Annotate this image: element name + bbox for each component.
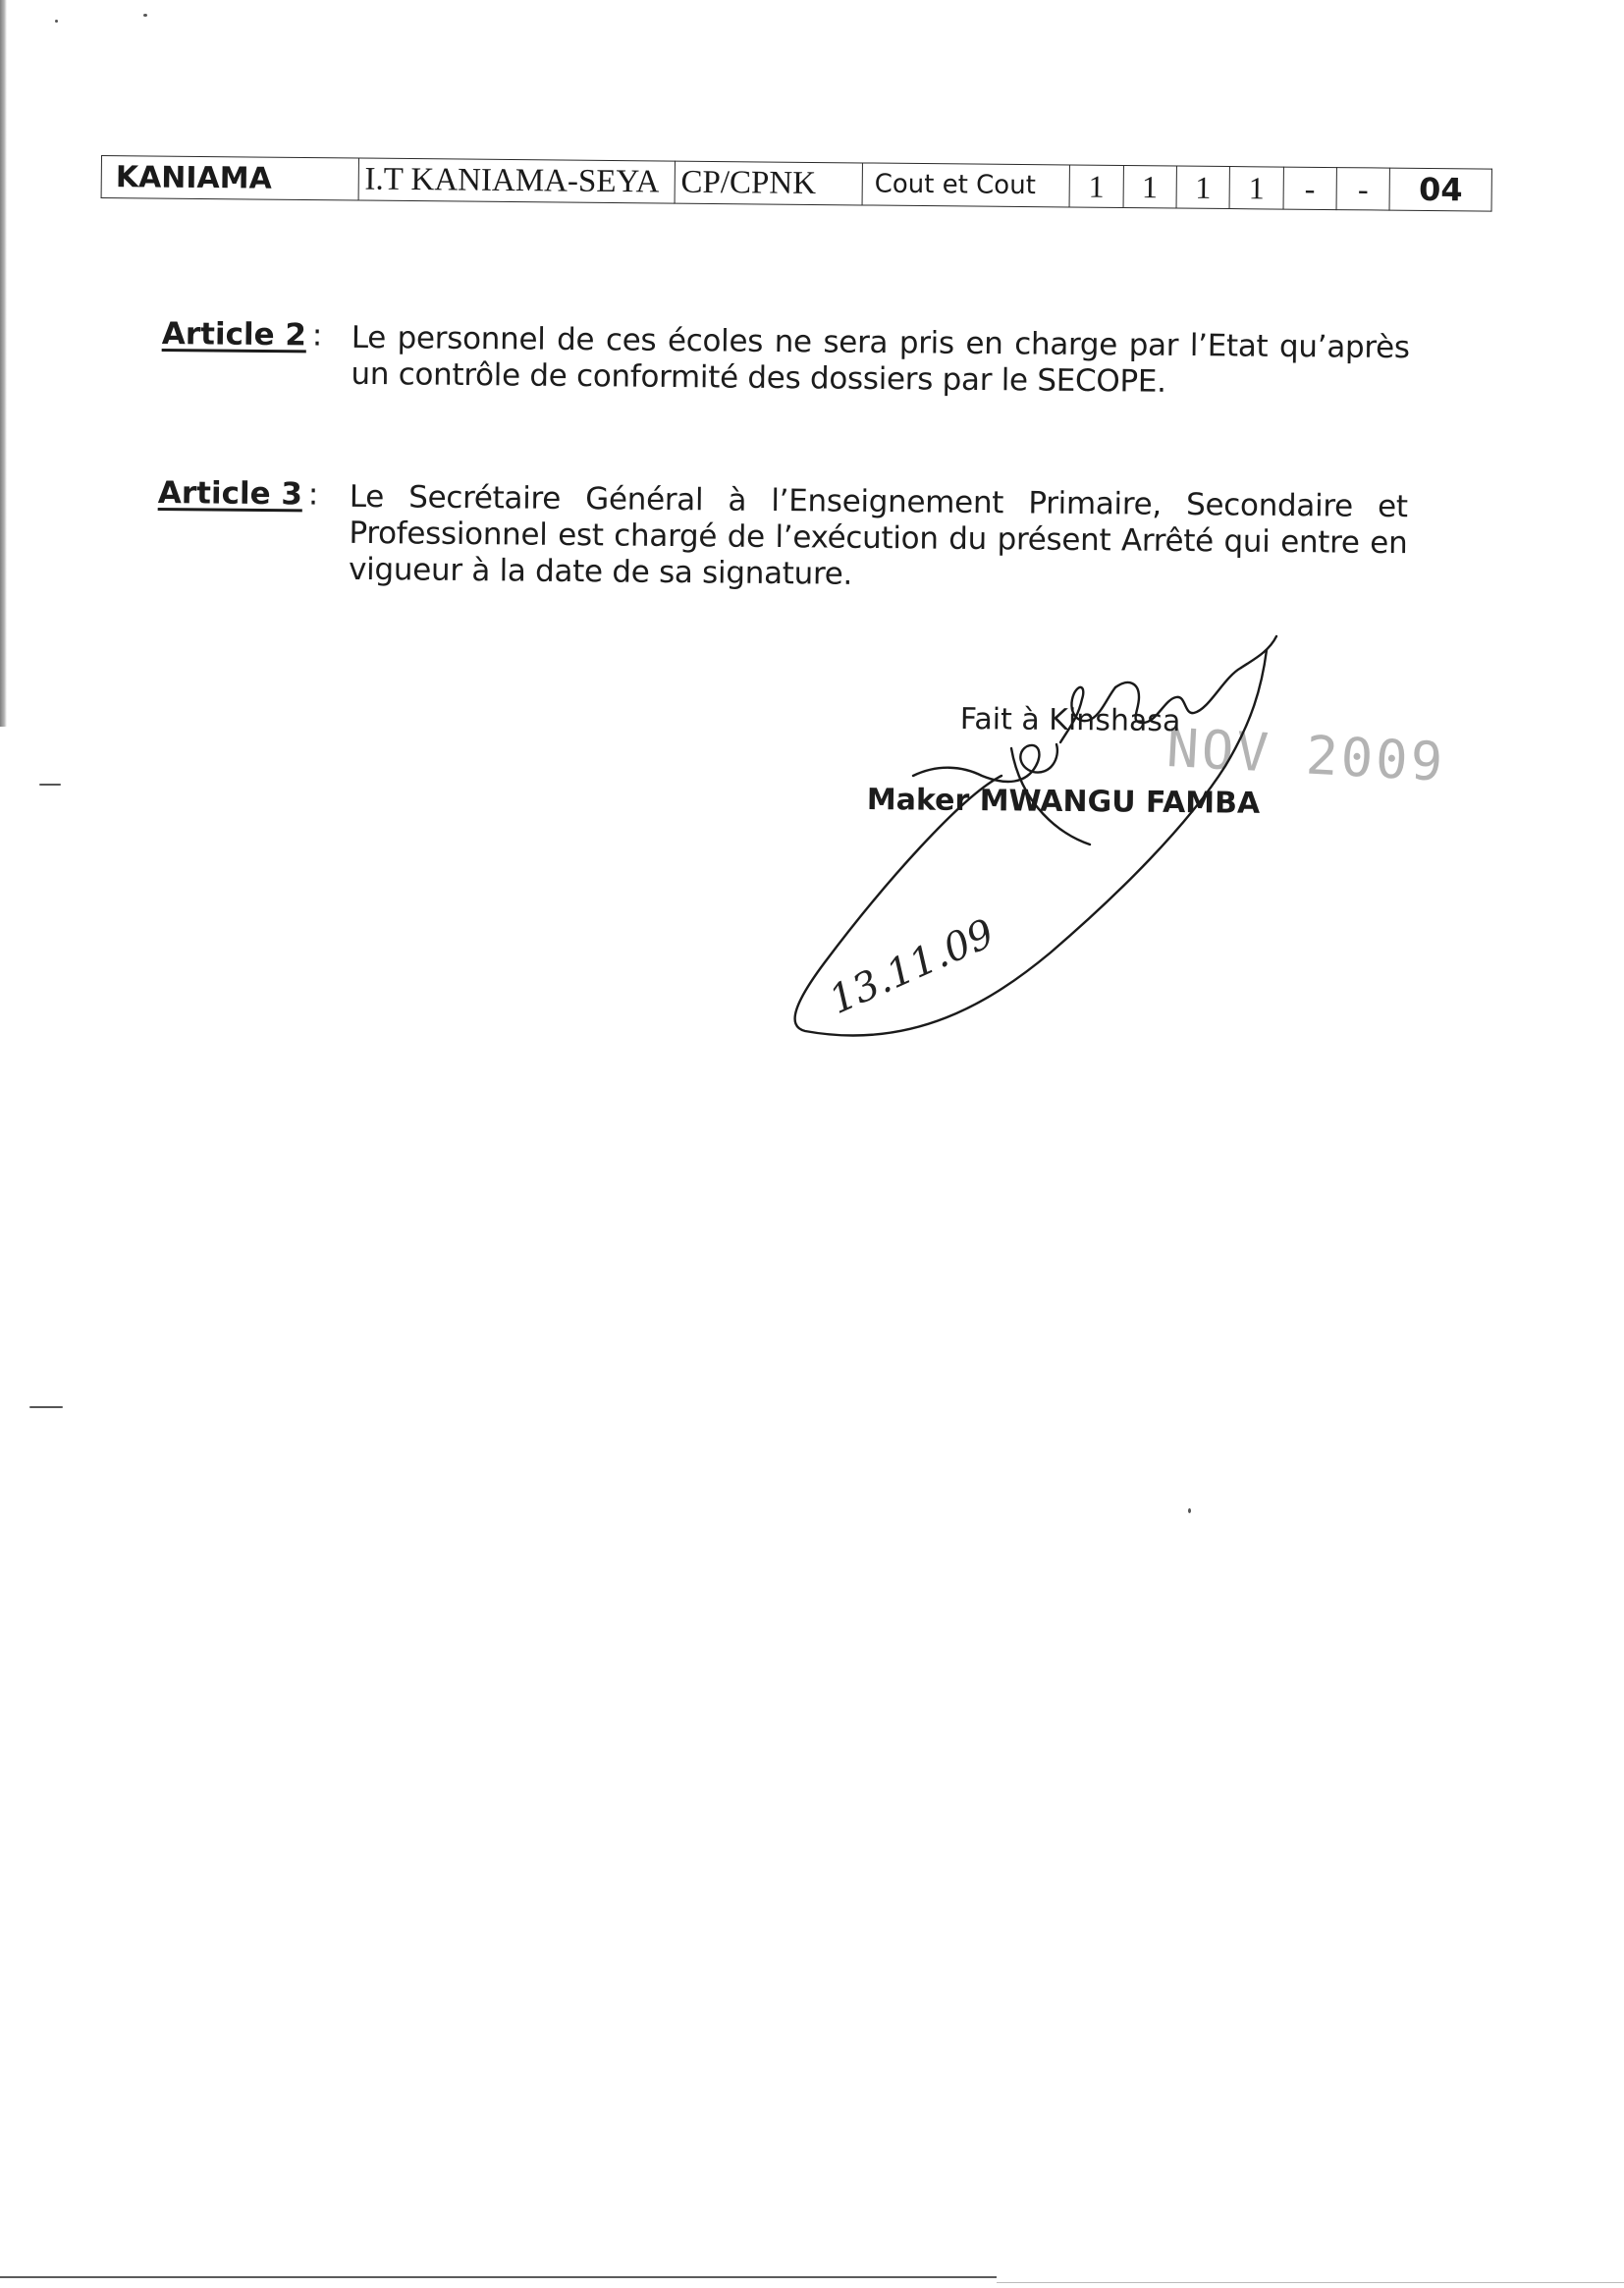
school-name-cell: I.T KANIAMA-SEYA [358,158,675,203]
article-colon: : [307,476,319,513]
table-row [101,156,1491,212]
date-stamp: NOV 2009 [1164,717,1447,793]
article-label: Article 3 [157,475,303,513]
scan-speck [39,784,61,786]
page-bottom-edge [997,2282,1624,2283]
code-cell: - [1283,167,1337,210]
article-colon: : [311,317,323,354]
scan-binding-edge [0,0,7,727]
place-line: Fait à Kinshasa [959,702,1181,739]
page-bottom-rule [0,2276,997,2278]
scan-speck [1188,1508,1191,1513]
scan-speck [55,20,58,23]
handwritten-date: 13.11.09 [823,910,1001,1024]
article-text: Le Secrétaire Général à l’Enseignement Primaire, Secondaire et Professionnel est chargé de l’exécution du présent Arrêté qui entre en vigueur à la date de sa signature. [348,478,1408,592]
code-cell: 1 [1229,167,1283,210]
article-2 [161,316,1429,400]
code-cell: 1 [1069,165,1123,208]
article-label: Article 2 [161,316,307,354]
signer-name: Maker MWANGU FAMBA [866,783,1261,821]
school-type-cell: Cout et Cout [862,163,1070,207]
code-cell: 1 [1176,166,1230,209]
article-text: Le personnel de ces écoles ne sera pris en charge par l’Etat qu’après un contrôle de conformité des dossiers par le SECOPE. [351,319,1410,400]
territory-cell: KANIAMA [101,156,358,201]
scan-speck [143,14,147,17]
scan-speck [29,1406,63,1408]
code-cell: - [1336,168,1390,211]
school-code-table [101,155,1492,212]
management-cell: CP/CPNK [675,161,863,205]
code-cell: 1 [1123,165,1177,208]
school-number-cell: 04 [1389,168,1491,211]
article-3 [157,475,1425,592]
